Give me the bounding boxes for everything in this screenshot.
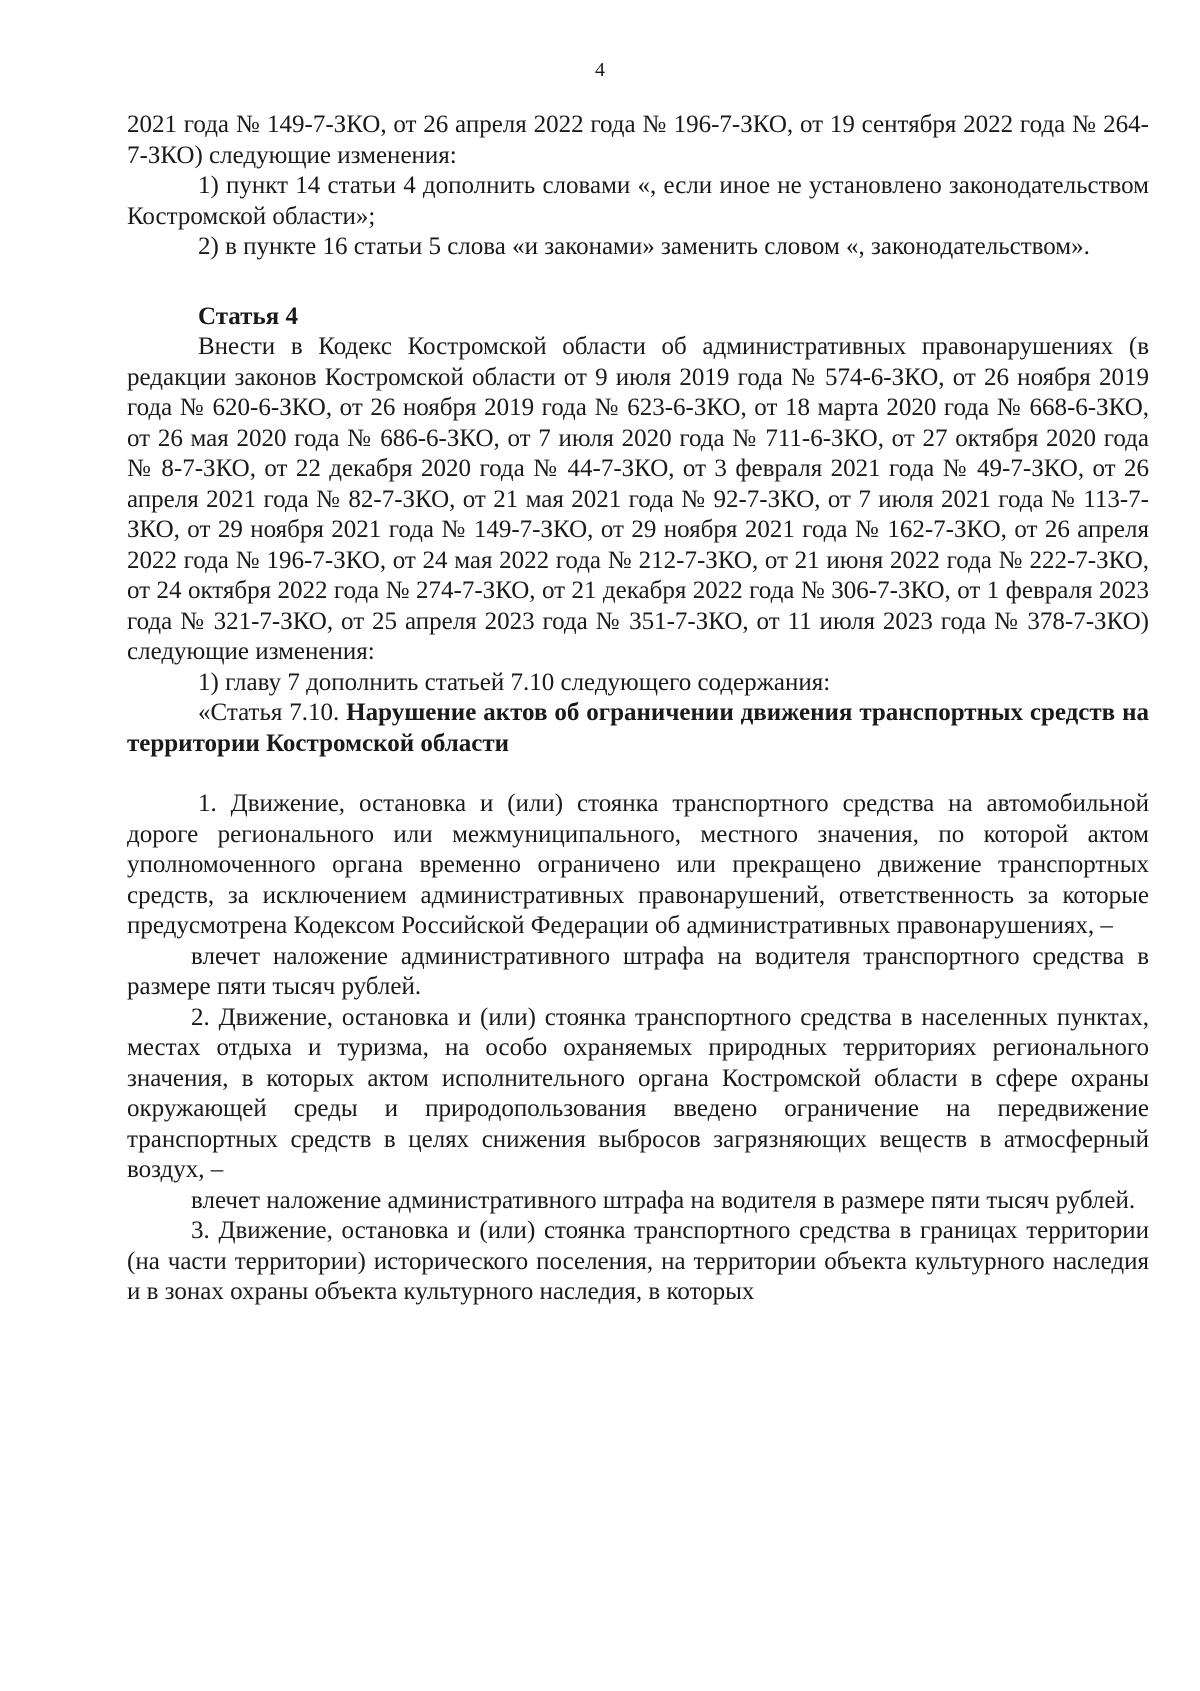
article-7-10-part-2: 2. Движение, остановка и (или) стоянка транспортного средства в населенных пунктах, местах отдыха и туризма, на особо охраняемых природных территориях регионального значения, в которых актом исполнительного органа Костромской области в сфере охраны окружающей среды и природопользования введено ограничение на передвижение транспортных средств в целях снижения выбросов загрязняющих веществ в атмосферный воздух, – [127, 1003, 1149, 1183]
article-7-10-part-1: 1. Движение, остановка и (или) стоянка транспортного средства на автомобильной дороге регионального или межмуниципального, местного значения, по которой актом уполномоченного органа временно ограничено или прекращено движение транспортных средств, за исключением административных правонарушений, ответственность за которые предусмотрена Кодексом Российской Федерации об административных правонарушениях, – [127, 790, 1149, 939]
article-4-heading: Статья 4 [198, 302, 298, 330]
article-4-item-1: 1) главу 7 дополнить статьей 7.10 следующего содержания: [198, 668, 831, 696]
article-4-intro: Внести в Кодекс Костромской области об административных правонарушениях (в редакции законов Костромской области от 9 июля 2019 года № 574-6-ЗКО, от 26 ноября 2019 года № 620-6-ЗКО, от 26 ноября 2019 года № 623-6-ЗКО, от 18 марта 2020 года № 668-6-ЗКО, от 26 мая 2020 года № 686-6-ЗКО, от 7 июля 2020 года № 711-6-ЗКО, от 27 октября 2020 года № 8-7-ЗКО, от 22 декабря 2020 года № 44-7-ЗКО, от 3 февраля 2021 года № 49-7-ЗКО, от 26 апреля 2021 года № 82-7-ЗКО, от 21 мая 2021 года № 92-7-ЗКО, от 7 июля 2021 года № 113-7-ЗКО, от 29 ноября 2021 года № 149-7-ЗКО, от 29 ноября 2021 года № 162-7-ЗКО, от 26 апреля 2022 года № 196-7-ЗКО, от 24 мая 2022 года № 212-7-ЗКО, от 21 июня 2022 года № 222-7-ЗКО, от 24 октября 2022 года № 274-7-ЗКО, от 21 декабря 2022 года № 306-7-ЗКО, от 1 февраля 2023 года № 321-7-ЗКО, от 25 апреля 2023 года № 351-7-ЗКО, от 11 июля 2023 года № 378-7-ЗКО) следующие изменения: [127, 333, 1149, 665]
page-number: 4 [595, 59, 605, 81]
paragraph-item-2: 2) в пункте 16 статьи 5 слова «и законами» заменить словом «, законодательством». [198, 233, 1090, 260]
article-7-10-name: Нарушение актов об ограничении движения транспортных средств на территории Костромской области [127, 699, 1149, 757]
spacer [127, 759, 1149, 789]
paragraph-amendments-continuation: 2021 года № 149-7-ЗКО, от 26 апреля 2022 года № 196-7-ЗКО, от 19 сентября 2022 года № 264-7-ЗКО) следующие изменения: [127, 111, 1149, 169]
article-7-10-part-1-penalty: влечет наложение административного штрафа на водителя транспортного средства в размере пяти тысяч рублей. [127, 942, 1149, 1000]
article-7-10-title [127, 698, 1149, 759]
article-7-10-part-2-penalty: влечет наложение административного штрафа на водителя в размере пяти тысяч рублей. [191, 1186, 1136, 1214]
article-7-10-prefix: «Статья 7.10. [198, 699, 347, 726]
paragraph-item-1: 1) пункт 14 статьи 4 дополнить словами «, если иное не установлено законодательством Костромской области»; [127, 172, 1149, 230]
spacer [127, 263, 1149, 302]
article-7-10-part-3: 3. Движение, остановка и (или) стоянка транспортного средства в границах территории (на части территории) исторического поселения, на территории объекта культурного наследия и в зонах охраны объекта культурного наследия, в которых [127, 1217, 1149, 1305]
document-body [127, 110, 1149, 1308]
